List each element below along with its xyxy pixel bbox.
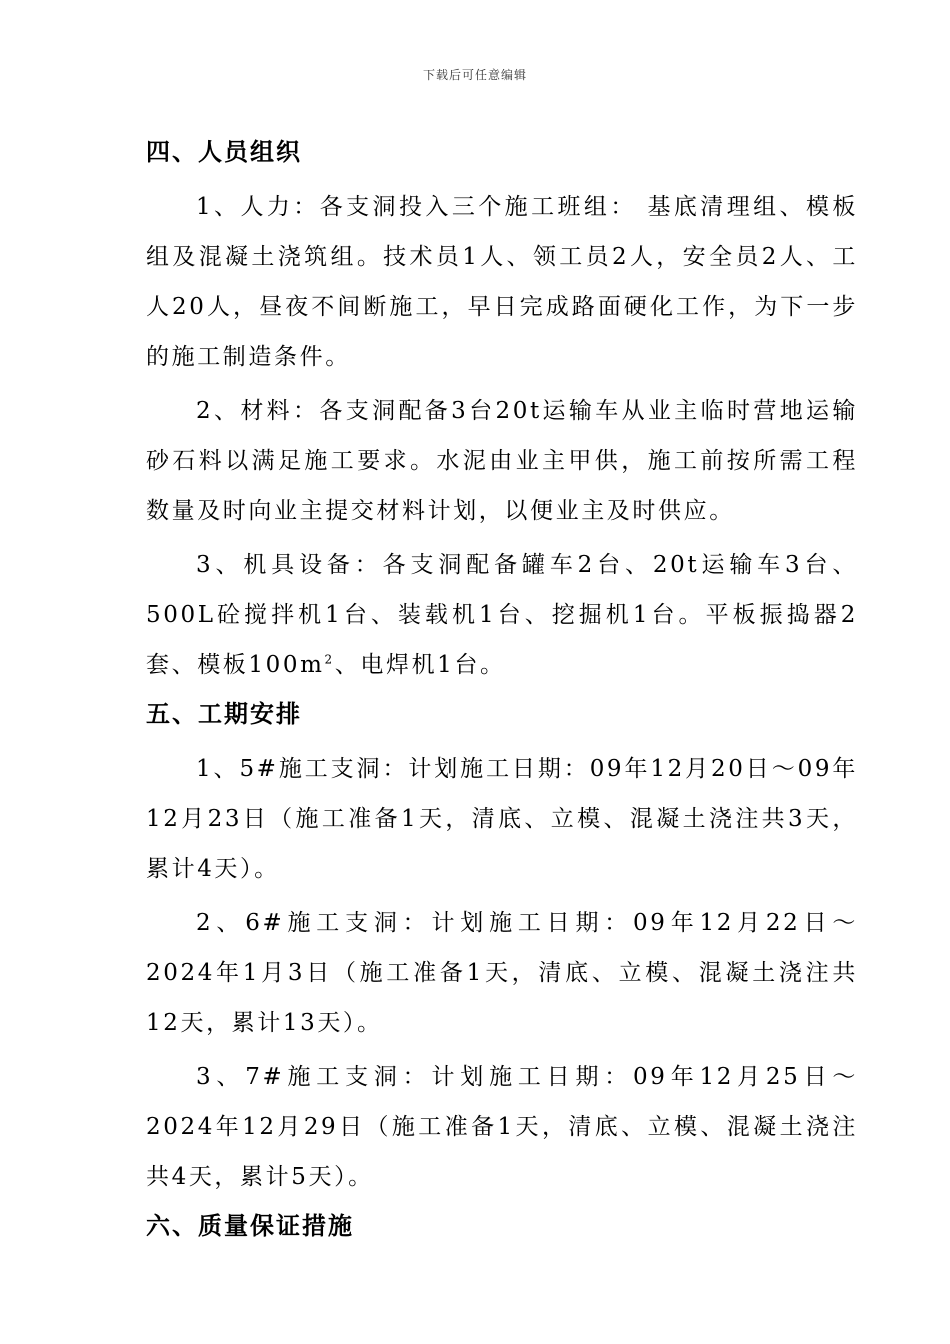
header-note: 下载后可任意编辑	[422, 68, 527, 82]
paragraph-manpower: 1、人力：各支洞投入三个施工班组： 基底清理组、模板组及混凝土浇筑组。技术员1人、领工员2人，安全员2人、工人20人，昼夜不间断施工，早日完成路面硬化工作，为下一步的施工制造条件。	[146, 194, 858, 370]
section-heading-schedule: 五、工期安排	[146, 700, 302, 728]
document-body	[146, 128, 858, 1256]
paragraph-schedule-7: 3、7#施工支洞：计划施工日期：09年12月25日～2024年12月29日（施工准备1天，清底、立模、混凝土浇注共4天，累计5天）。	[146, 1064, 858, 1190]
section-heading-personnel: 四、人员组织	[146, 138, 302, 166]
section-heading-quality: 六、质量保证措施	[146, 1212, 354, 1240]
paragraph-schedule-6: 2、6#施工支洞：计划施工日期：09年12月22日～2024年1月3日（施工准备1天，清底、立模、混凝土浇注共12天，累计13天）。	[146, 910, 858, 1036]
paragraph-equipment-tail: 、电焊机1台。	[334, 652, 506, 678]
paragraph-schedule-5: 1、5#施工支洞：计划施工日期：09年12月20日～09年12月23日（施工准备1天，清底、立模、混凝土浇注共3天，累计4天）。	[146, 756, 858, 882]
paragraph-equipment	[146, 540, 858, 690]
paragraph-materials: 2、材料：各支洞配备3台20t运输车从业主临时营地运输砂石料以满足施工要求。水泥由业主甲供，施工前按所需工程数量及时向业主提交材料计划，以便业主及时供应。	[146, 398, 858, 524]
superscript-square: 2	[324, 652, 335, 667]
paragraph-equipment-text: 3、机具设备：各支洞配备罐车2台、20t运输车3台、500L砼搅拌机1台、装载机1台、挖掘机1台。平板振捣器2套、模板100m	[146, 552, 858, 678]
